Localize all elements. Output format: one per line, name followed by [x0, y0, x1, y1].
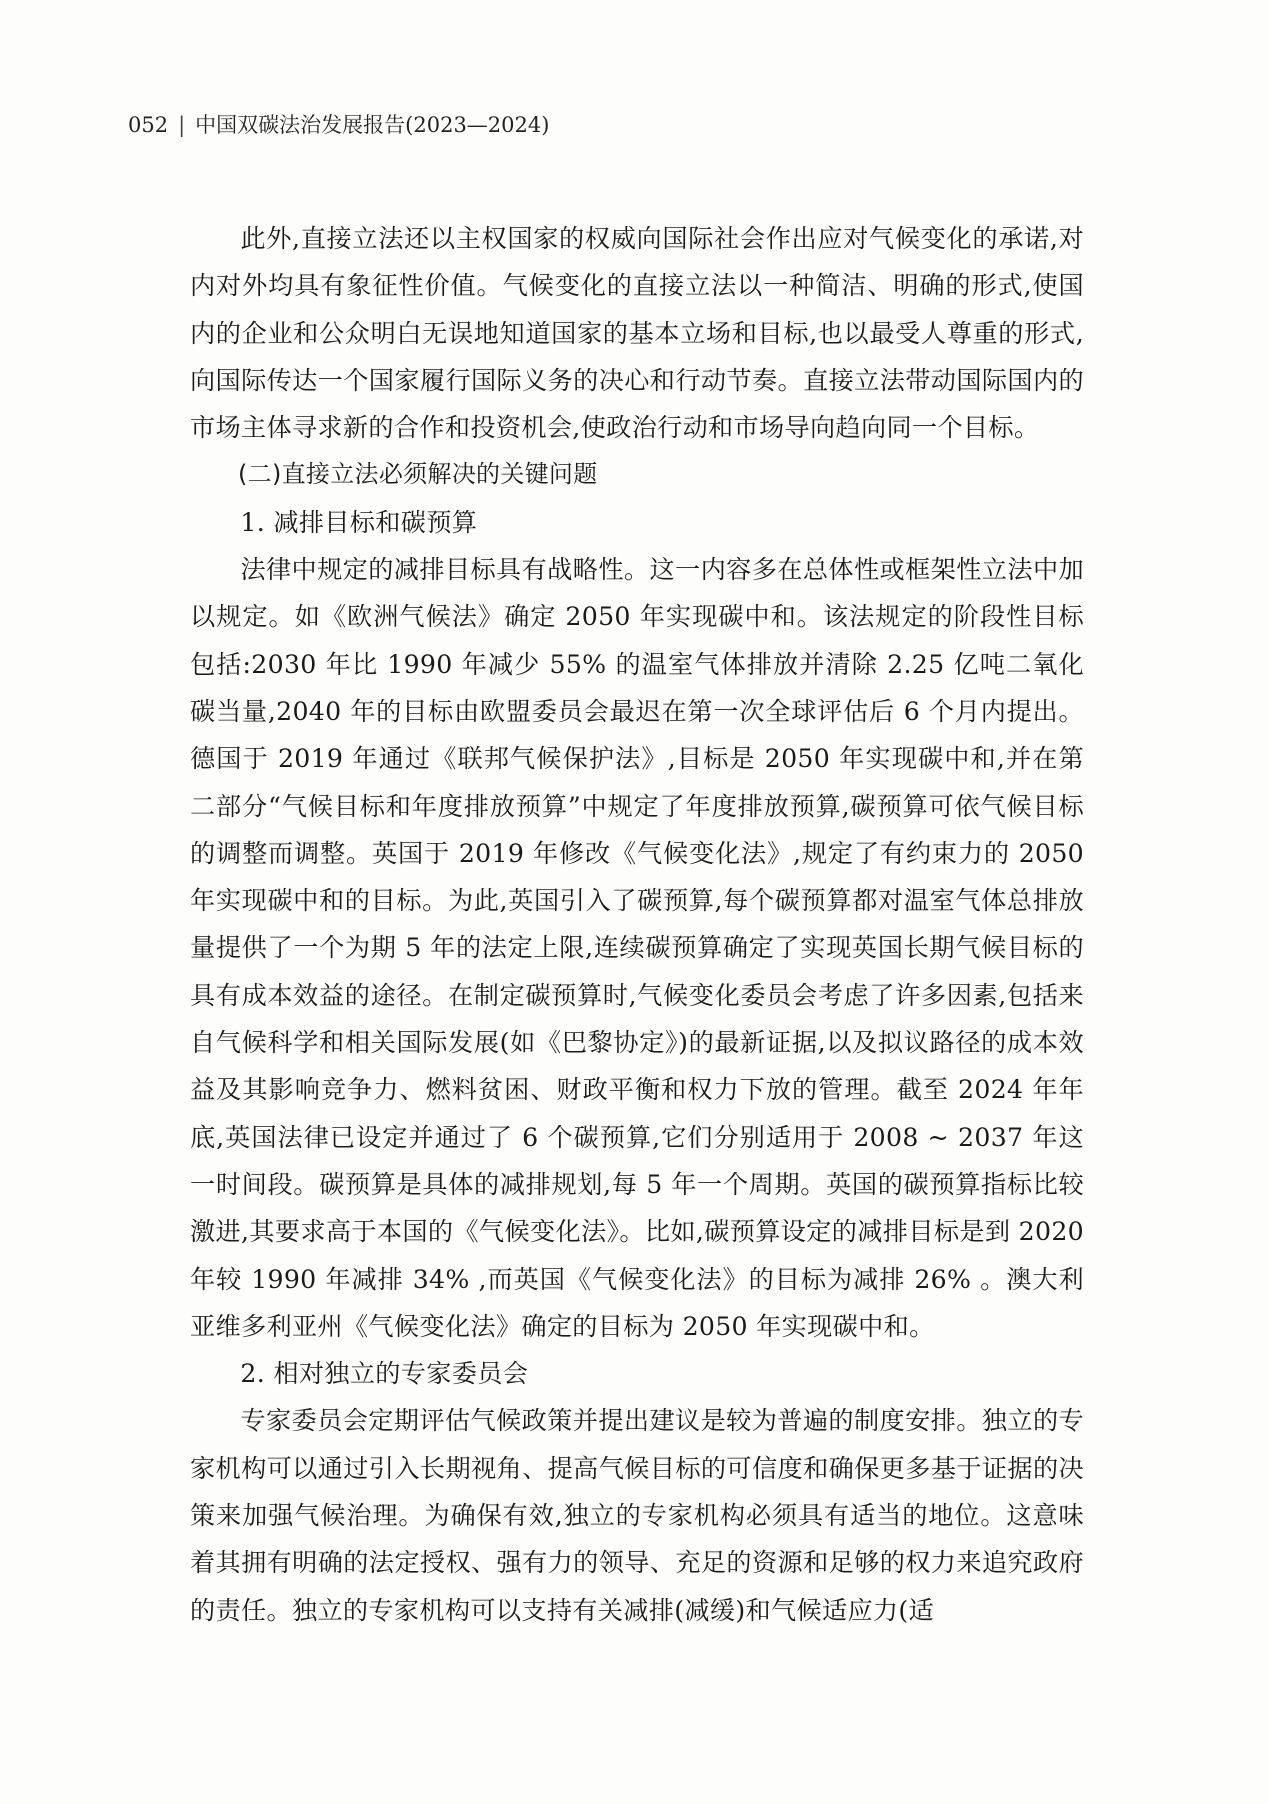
page-number: 052 [128, 113, 169, 137]
paragraph-symbolic-value: 此外,直接立法还以主权国家的权威向国际社会作出应对气候变化的承诺,对内对外均具有象征性价值。气候变化的直接立法以一种简洁、明确的形式,使国内的企业和公众明白无误地知道国家的基本立场和目标,也以最受人尊重的形式,向国际传达一个国家履行国际义务的决心和行动节奏。直接立法带动国际国内的市场主体寻求新的合作和投资机会,使政治行动和市场导向趋向同一个目标。 [190, 224, 1084, 443]
header-separator: | [178, 113, 186, 137]
subheading-emission-targets: 1. 减排目标和碳预算 [240, 507, 478, 537]
book-title: 中国双碳法治发展报告(2023—2024) [195, 113, 550, 137]
subheading-expert-committee: 2. 相对独立的专家委员会 [240, 1359, 529, 1389]
paragraph-emission-targets: 法律中规定的减排目标具有战略性。这一内容多在总体性或框架性立法中加以规定。如《欧洲气候法》确定 2050 年实现碳中和。该法规定的阶段性目标包括:2030 年比 1990 年减少 55% 的温室气体排放并清除 2.25 亿吨二氧化碳当量,2040 年的目标由欧盟委员会最迟在第一次全球评估后 6 个月内提出。德国于 2019 年通过《联邦气候保护法》,目标是 2050 年实现碳中和,并在第二部分“气候目标和年度排放预算”中规定了年度排放预算,碳预算可依气候目标的调整而调整。英国于 2019 年修改《气候变化法》,规定了有约束力的 2050 年实现碳中和的目标。为此,英国引入了碳预算,每个碳预算都对温室气体总排放量提供了一个为期 5 年的法定上限,连续碳预算确定了实现英国长期气候目标的具有成本效益的途径。在制定碳预算时,气候变化委员会考虑了许多因素,包括来自气候科学和相关国际发展(如《巴黎协定》)的最新证据,以及拟议路径的成本效益及其影响竞争力、燃料贫困、财政平衡和权力下放的管理。截至 2024 年年底,英国法律已设定并通过了 6 个碳预算,它们分别适用于 2008 ~ 2037 年这一时间段。碳预算是具体的减排规划,每 5 年一个周期。英国的碳预算指标比较激进,其要求高于本国的《气候变化法》。比如,碳预算设定的减排目标是到 2020 年较 1990 年减排 34% ,而英国《气候变化法》的目标为减排 26% 。澳大利亚维多利亚州《气候变化法》确定的目标为 2050 年实现碳中和。 [190, 555, 1084, 1341]
body-text [190, 215, 1084, 1634]
section-heading: (二)直接立法必须解决的关键问题 [238, 460, 598, 489]
paragraph-expert-committee: 专家委员会定期评估气候政策并提出建议是较为普遍的制度安排。独立的专家机构可以通过引入长期视角、提高气候目标的可信度和确保更多基于证据的决策来加强气候治理。为确保有效,独立的专家机构必须具有适当的地位。这意味着其拥有明确的法定授权、强有力的领导、充足的资源和足够的权力来追究政府的责任。独立的专家机构可以支持有关减排(减缓)和气候适应力(适 [190, 1406, 1084, 1625]
running-header [128, 110, 549, 140]
